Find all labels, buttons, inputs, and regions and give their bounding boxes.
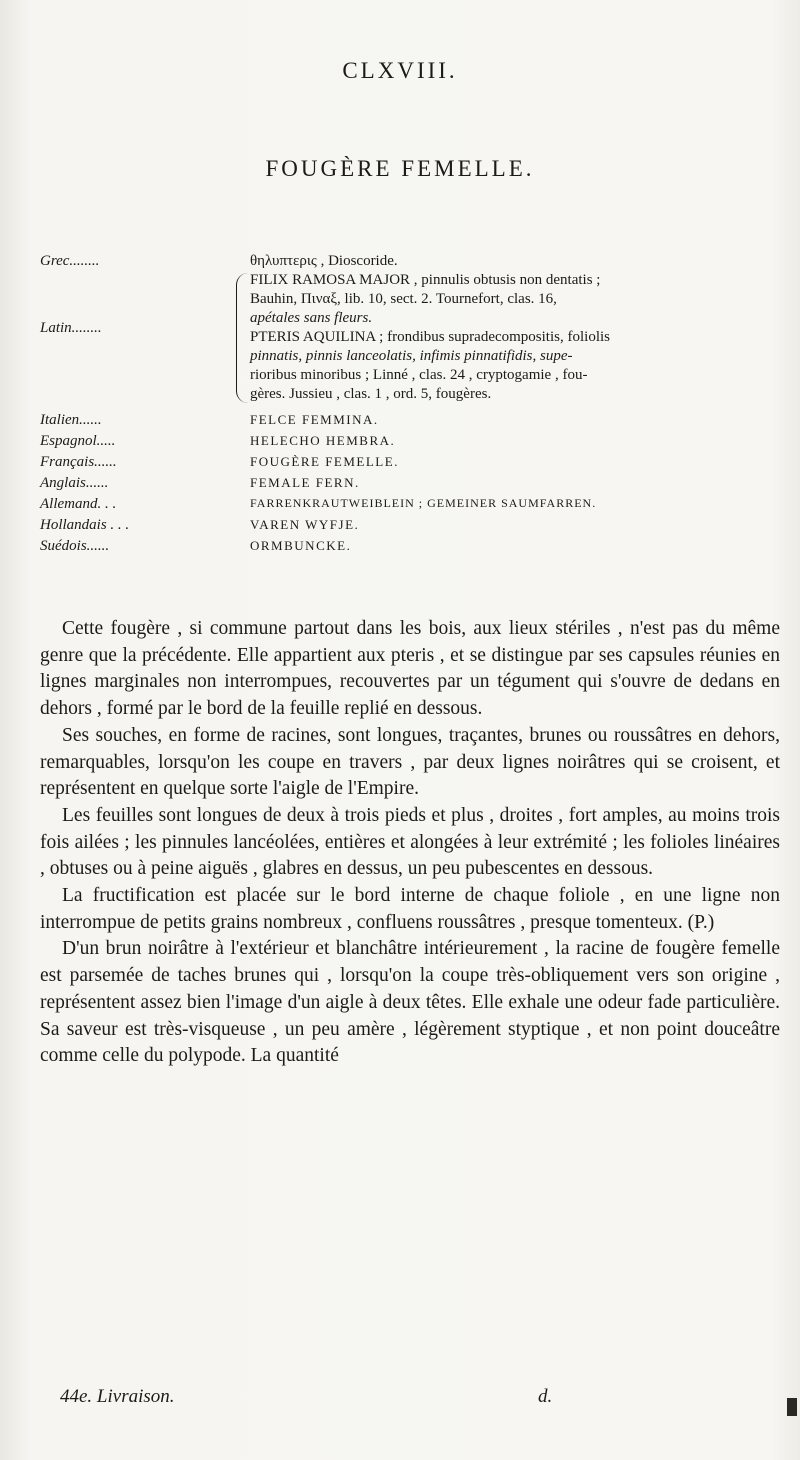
lang-label-italien: Italien...... [40,412,102,428]
page-title: FOUGÈRE FEMELLE. [265,156,535,181]
lang-label-suedois: Suédois...... [40,538,110,554]
lang-label-allemand: Allemand. . . [40,496,117,512]
lang-label-francais: Français...... [40,454,117,470]
body-text [40,616,780,1070]
latin-line: PTERIS AQUILINA ; frondibus supradecompositis, foliolis [250,329,610,345]
synonym-value-allemand: FARRENKRAUTWEIBLEIN ; GEMEINER SAUMFARREN. [250,496,597,510]
synonym-value-anglais: FEMALE FERN. [250,475,360,490]
latin-line: pinnatis, pinnis lanceolatis, infimis pinnatifidis, supe- [250,348,573,364]
latin-line: gères. Jussieu , clas. 1 , ord. 5, fougères. [250,386,492,402]
latin-line: Bauhin, Πιναξ, lib. 10, sect. 2. Tournefort, clas. 16, [250,291,557,307]
lang-label-hollandais: Hollandais . . . [40,517,130,533]
lang-label-grec: Grec........ [40,253,100,269]
lang-label-espagnol: Espagnol..... [40,433,116,449]
synonym-value-grec: θηλυπτερις , Dioscoride. [250,253,398,269]
page-edge-mark [787,1398,797,1416]
paragraph: Les feuilles sont longues de deux à trois pieds et plus , droites , fort amples, au moins trois fois ailées ; les pinnules lancéolées, entières et alongées à leur extrémité ; les folioles linéaires , obtuses ou à peine aiguës , glabres en dessus, un peu pubescentes en dessous. [40,804,780,880]
page-number: CLXVIII. [342,58,458,83]
livraison-label: 44e. Livraison. [60,1386,175,1407]
synonym-value-hollandais: VAREN WYFJE. [250,517,360,532]
paragraph: D'un brun noirâtre à l'extérieur et blanchâtre intérieurement , la racine de fougère femelle est parsemée de taches brunes qui , lorsqu'on la coupe très-obliquement vers son origine , représentent assez bien l'image d'un aigle à deux têtes. Elle exhale une odeur fade particulière. Sa saveur est très-visqueuse , un peu amère , légèrement styptique , et non point douceâtre comme celle du polypode. La quantité [40,938,780,1067]
paragraph: La fructification est placée sur le bord interne de chaque foliole , en une ligne non interrompue de petits grains nombreux , confluens roussâtres , presque tomenteux. (P.) [40,885,780,933]
paragraph: Ses souches, en forme de racines, sont longues, traçantes, brunes ou roussâtres en dehors, remarquables, lorsqu'on les coupe en travers , par deux lignes noirâtres qui se croisent, et représentent en quelque sorte l'aigle de l'Empire. [40,724,780,800]
signature-mark: d. [538,1386,553,1407]
latin-line: apétales sans fleurs. [250,310,373,326]
latin-brace [236,273,249,403]
latin-line: FILIX RAMOSA MAJOR , pinnulis obtusis non dentatis ; [250,272,601,288]
latin-description [250,271,795,404]
synonym-value-espagnol: HELECHO HEMBRA. [250,433,396,448]
synonym-value-italien: FELCE FEMMINA. [250,412,379,427]
synonym-value-francais: FOUGÈRE FEMELLE. [250,454,399,469]
lang-label-latin: Latin........ [40,320,102,336]
lang-label-anglais: Anglais...... [40,475,109,491]
paragraph: Cette fougère , si commune partout dans les bois, aux lieux stériles , n'est pas du même genre que la précédente. Elle appartient aux pteris , et se distingue par ses capsules réunies en lignes marginales non interrompues, recouvertes par un tégument qui s'ouvre de dedans en dehors , formé par le bord de la feuille replié en dessous. [40,618,780,720]
latin-line: rioribus minoribus ; Linné , clas. 24 , cryptogamie , fou- [250,367,588,383]
synonym-value-suedois: ORMBUNCKE. [250,538,352,553]
